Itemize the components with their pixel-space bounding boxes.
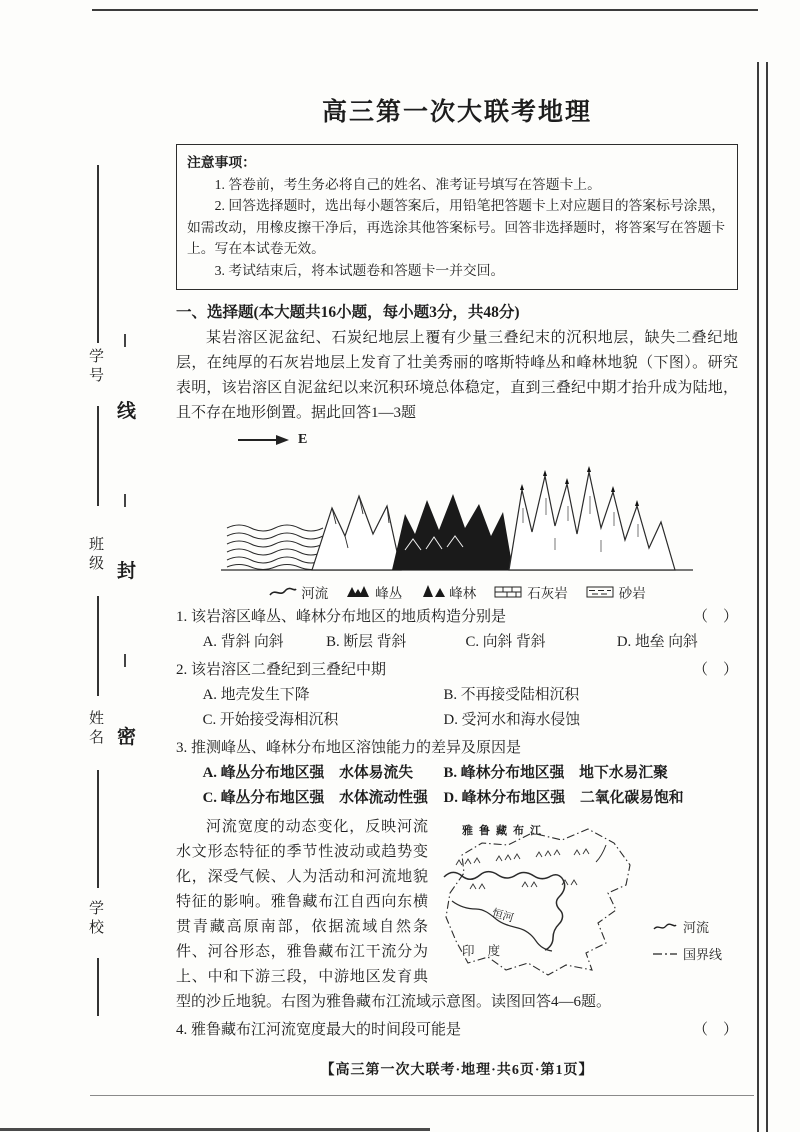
answer-bracket: （ ）: [692, 609, 738, 625]
map-legend-river: 河流: [683, 920, 710, 935]
legend-label-limestone: 石灰岩: [527, 586, 568, 601]
peak-forest-icon: [420, 584, 446, 600]
peak-cluster-icon: [346, 584, 372, 600]
option-a: A. 峰丛分布地区强 水体易流失: [202, 765, 414, 781]
notice-item: 2. 回答选择题时，选出每小题答案后，用铅笔把答题卡上对应题目的答案标号涂黑，如需改动，用橡皮擦干净后，再选涂其他答案标号。回答非选择题时，将答案写在答题卡上。写在本试卷无效。: [187, 198, 726, 256]
seal-char-feng: 封: [117, 561, 137, 582]
river-basin-map: [436, 815, 738, 985]
map-label-ganges: 恒河: [490, 907, 515, 925]
answer-bracket: （ ）: [692, 1022, 738, 1038]
map-label-yarlung: 雅鲁藏布江: [462, 825, 547, 837]
option-c: C. 开始接受海相沉积: [202, 712, 339, 728]
legend-label-river: 河流: [301, 586, 329, 601]
option-b: B. 断层 背斜: [326, 634, 407, 650]
legend-label-sandstone: 砂岩: [618, 586, 646, 601]
question-4: [176, 1018, 738, 1043]
question-1-options: [176, 630, 738, 655]
east-arrow-icon: [236, 433, 292, 447]
map-legend-border: 国界线: [683, 947, 723, 962]
option-c: C. 峰丛分布地区强 水体流动性强: [202, 790, 428, 806]
page-border-right-inner: [757, 62, 759, 1132]
river-icon: [268, 584, 298, 600]
seal-fill-line: [97, 958, 99, 1016]
seal-fill-line: [97, 165, 99, 343]
seal-fill-line: [97, 596, 99, 696]
notice-item: 1. 答卷前，考生务必将自己的姓名、准考证号填写在答题卡上。: [214, 176, 601, 192]
question-1-stem: 1. 该岩溶区峰丛、峰林分布地区的地质构造分别是: [176, 609, 507, 625]
option-c: C. 向斜 背斜: [465, 634, 546, 650]
passage-1: 某岩溶区泥盆纪、石炭纪地层上覆有少量三叠纪末的沉积地层，缺失二叠纪地层，在纯厚的石灰岩地层上发育了壮美秀丽的喀斯特峰丛和峰林地貌（下图）。研究表明，该岩溶区自泥盆纪以来沉积环境总体稳定，直到三叠纪中期才抬升成为陆地，且不存在地形倒置。据此回答1—3题: [176, 330, 738, 421]
question-1: [176, 605, 738, 655]
question-3: [176, 736, 738, 811]
seal-fill-line: [97, 406, 99, 506]
option-b: B. 峰林分布地区强 地下水易汇聚: [443, 765, 668, 781]
karst-landscape-illustration: [207, 448, 707, 580]
seal-char-mi: 密: [117, 727, 137, 748]
question-3-stem: 3. 推测峰丛、峰林分布地区溶蚀能力的差异及原因是: [176, 740, 522, 756]
karst-figure: [176, 432, 738, 602]
question-4-stem: 4. 雅鲁藏布江河流宽度最大的时间段可能是: [176, 1022, 462, 1038]
map-legend: [652, 815, 722, 985]
seal-dash: [124, 494, 126, 507]
seal-field-class: 班级: [87, 536, 103, 574]
seal-field-name: 姓名: [87, 710, 103, 748]
option-d: D. 受河水和海水侵蚀: [443, 712, 580, 728]
limestone-icon: [494, 584, 524, 600]
option-d: D. 地垒 向斜: [616, 634, 698, 650]
scan-edge-mark: [0, 1128, 430, 1131]
east-label: E: [298, 432, 308, 447]
page-title: 高三第一次大联考地理: [321, 99, 592, 126]
notice-item: 3. 考试结束后，将本试题卷和答题卡一并交回。: [214, 262, 505, 278]
seal-field-school: 学校: [87, 900, 103, 938]
section-heading: 一、选择题(本大题共16小题，每小题3分，共48分): [176, 304, 520, 321]
seal-fill-line: [97, 770, 99, 888]
legend-label-peak-cluster: 峰丛: [375, 586, 403, 601]
border-legend-icon: [652, 948, 678, 960]
seal-dash: [124, 654, 126, 667]
river-legend-icon: [652, 921, 678, 933]
question-2-options: [176, 683, 738, 733]
page-border-bottom: [90, 1095, 754, 1096]
legend-label-peak-forest: 峰林: [449, 586, 477, 601]
page-border-right-outer: [766, 62, 768, 1132]
map-label-india: 印 度: [462, 944, 506, 958]
sandstone-icon: [586, 584, 616, 600]
option-b: B. 不再接受陆相沉积: [443, 687, 580, 703]
yarlung-basin-map-illustration: [436, 815, 644, 985]
east-direction: [236, 432, 738, 448]
notice-box: [176, 144, 738, 290]
seal-char-xian: 线: [117, 401, 137, 422]
notice-heading: 注意事项：: [187, 155, 256, 170]
passage-2-block: [176, 815, 738, 1015]
option-a: A. 背斜 向斜: [202, 634, 284, 650]
option-a: A. 地壳发生下降: [202, 687, 310, 703]
passage-2: 河流宽度的动态变化，反映河流水文形态特征的季节性波动或趋势变化，深受气候、人为活动和河流地貌特征的影响。雅鲁藏布江自西向东横贯青藏高原南部，依据流域自然条件、河谷形态，雅鲁藏布江干流分为上、中和下游三段，中游地区发育典型的沙丘地貌。右图为雅鲁藏布江流域示意图。读图回答4—6题。: [176, 819, 612, 1010]
question-2-stem: 2. 该岩溶区二叠纪到三叠纪中期: [176, 662, 387, 678]
seal-dash: [124, 334, 126, 347]
option-d: D. 峰林分布地区强 二氧化碳易饱和: [443, 790, 684, 806]
answer-bracket: （ ）: [692, 662, 738, 678]
question-2: [176, 658, 738, 733]
figure-legend: [176, 582, 738, 602]
question-3-options: [176, 761, 738, 811]
seal-field-student-no: 学号: [87, 348, 103, 386]
page-footer: 【高三第一次大联考·地理·共6页·第1页】: [320, 1063, 594, 1078]
